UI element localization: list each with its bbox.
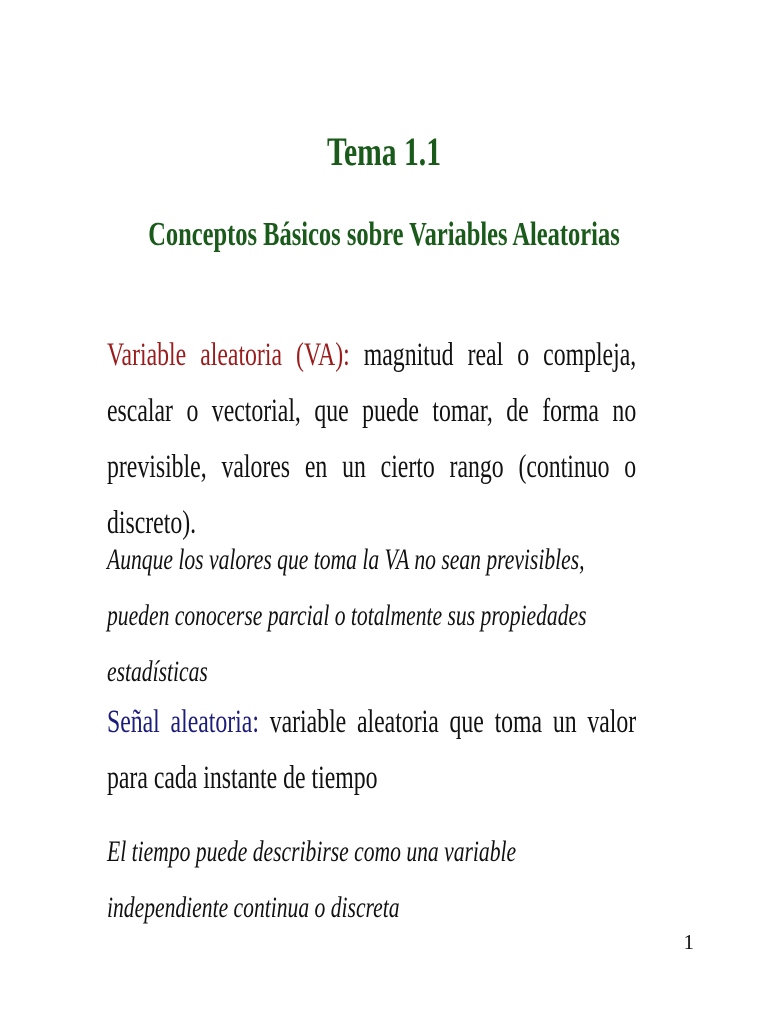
note-time-paragraph [107, 824, 636, 936]
note-time-text: El tiempo puede describirse como una variable independiente continua o discreta [107, 835, 517, 924]
definition-va-term: Variable aleatoria (VA): [107, 337, 350, 373]
page-number: 1 [683, 930, 694, 954]
definition-signal-term: Señal aleatoria: [107, 704, 259, 740]
slide-subtitle: Conceptos Básicos sobre Variables Aleatorias [148, 216, 620, 253]
definition-va-paragraph [107, 327, 636, 551]
definition-signal-text: variable aleatoria que toma un valor para cada instante de tiempo [107, 704, 637, 796]
note-va-paragraph [107, 532, 636, 700]
slide-title: Tema 1.1 [326, 129, 442, 174]
definition-va-text: magnitud real o compleja, escalar o vectorial, que puede tomar, de forma no previsible, valores en un cierto rango (continuo o discreto). [107, 337, 637, 541]
note-va-text: Aunque los valores que toma la VA no sean previsibles, pueden conocerse parcial o totalmente sus propiedades estadísticas [107, 543, 587, 688]
definition-signal-paragraph [107, 694, 636, 806]
